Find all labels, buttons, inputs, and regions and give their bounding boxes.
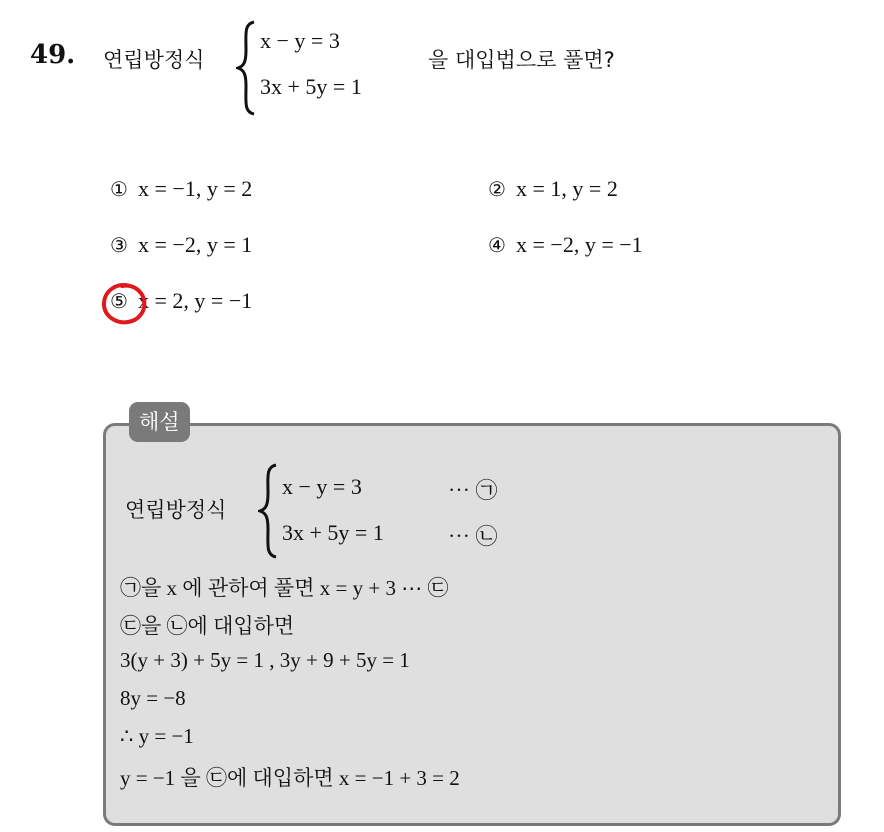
question-prefix-text: 연립방정식 (103, 48, 205, 72)
choice-2[interactable] (488, 176, 618, 202)
explanation-step-simplify: 8y = −8 (120, 686, 186, 710)
choice-1[interactable] (110, 176, 252, 202)
choice-text: x = 2, y = −1 (138, 288, 253, 313)
explanation-step-x-result: y = −1 을 ㉢에 대입하면 x = −1 + 3 = 2 (120, 766, 460, 790)
equation-tag-1: ⋯ ㉠ (448, 478, 498, 503)
explanation-step-y-result: ∴ y = −1 (120, 724, 194, 748)
choice-number: ③ (110, 233, 128, 257)
choice-number: ② (488, 177, 506, 201)
choice-text: x = −1, y = 2 (138, 176, 253, 201)
explanation-tab-label: 해설 (129, 402, 190, 442)
choice-number: ⑤ (110, 289, 128, 313)
equation-tag-2: ⋯ ㉡ (448, 524, 498, 549)
left-brace-icon (236, 20, 258, 116)
question-number: 49. (30, 40, 76, 70)
question-suffix-text: 을 대입법으로 풀면? (428, 48, 615, 72)
question-equation-1: x − y = 3 (260, 28, 340, 53)
choice-text: x = 1, y = 2 (516, 176, 618, 201)
choice-4[interactable] (488, 232, 643, 258)
explanation-step-solve: ㉠을 x 에 관하여 풀면 x = y + 3 ⋯ ㉢ (120, 576, 449, 600)
explanation-step-substitute: ㉢을 ㉡에 대입하면 (120, 614, 295, 638)
choice-number: ① (110, 177, 128, 201)
explanation-step-expand: 3(y + 3) + 5y = 1 , 3y + 9 + 5y = 1 (120, 648, 410, 672)
explanation-prefix-text: 연립방정식 (125, 498, 227, 522)
explanation-equation-2: 3x + 5y = 1 (282, 520, 384, 545)
choice-text: x = −2, y = 1 (138, 232, 253, 257)
choice-number: ④ (488, 233, 506, 257)
answer-circle-mark (100, 280, 148, 326)
explanation-equation-1: x − y = 3 (282, 474, 362, 499)
choice-3[interactable] (110, 232, 252, 258)
question-equation-2: 3x + 5y = 1 (260, 74, 362, 99)
left-brace-icon (258, 463, 280, 559)
choice-text: x = −2, y = −1 (516, 232, 643, 257)
